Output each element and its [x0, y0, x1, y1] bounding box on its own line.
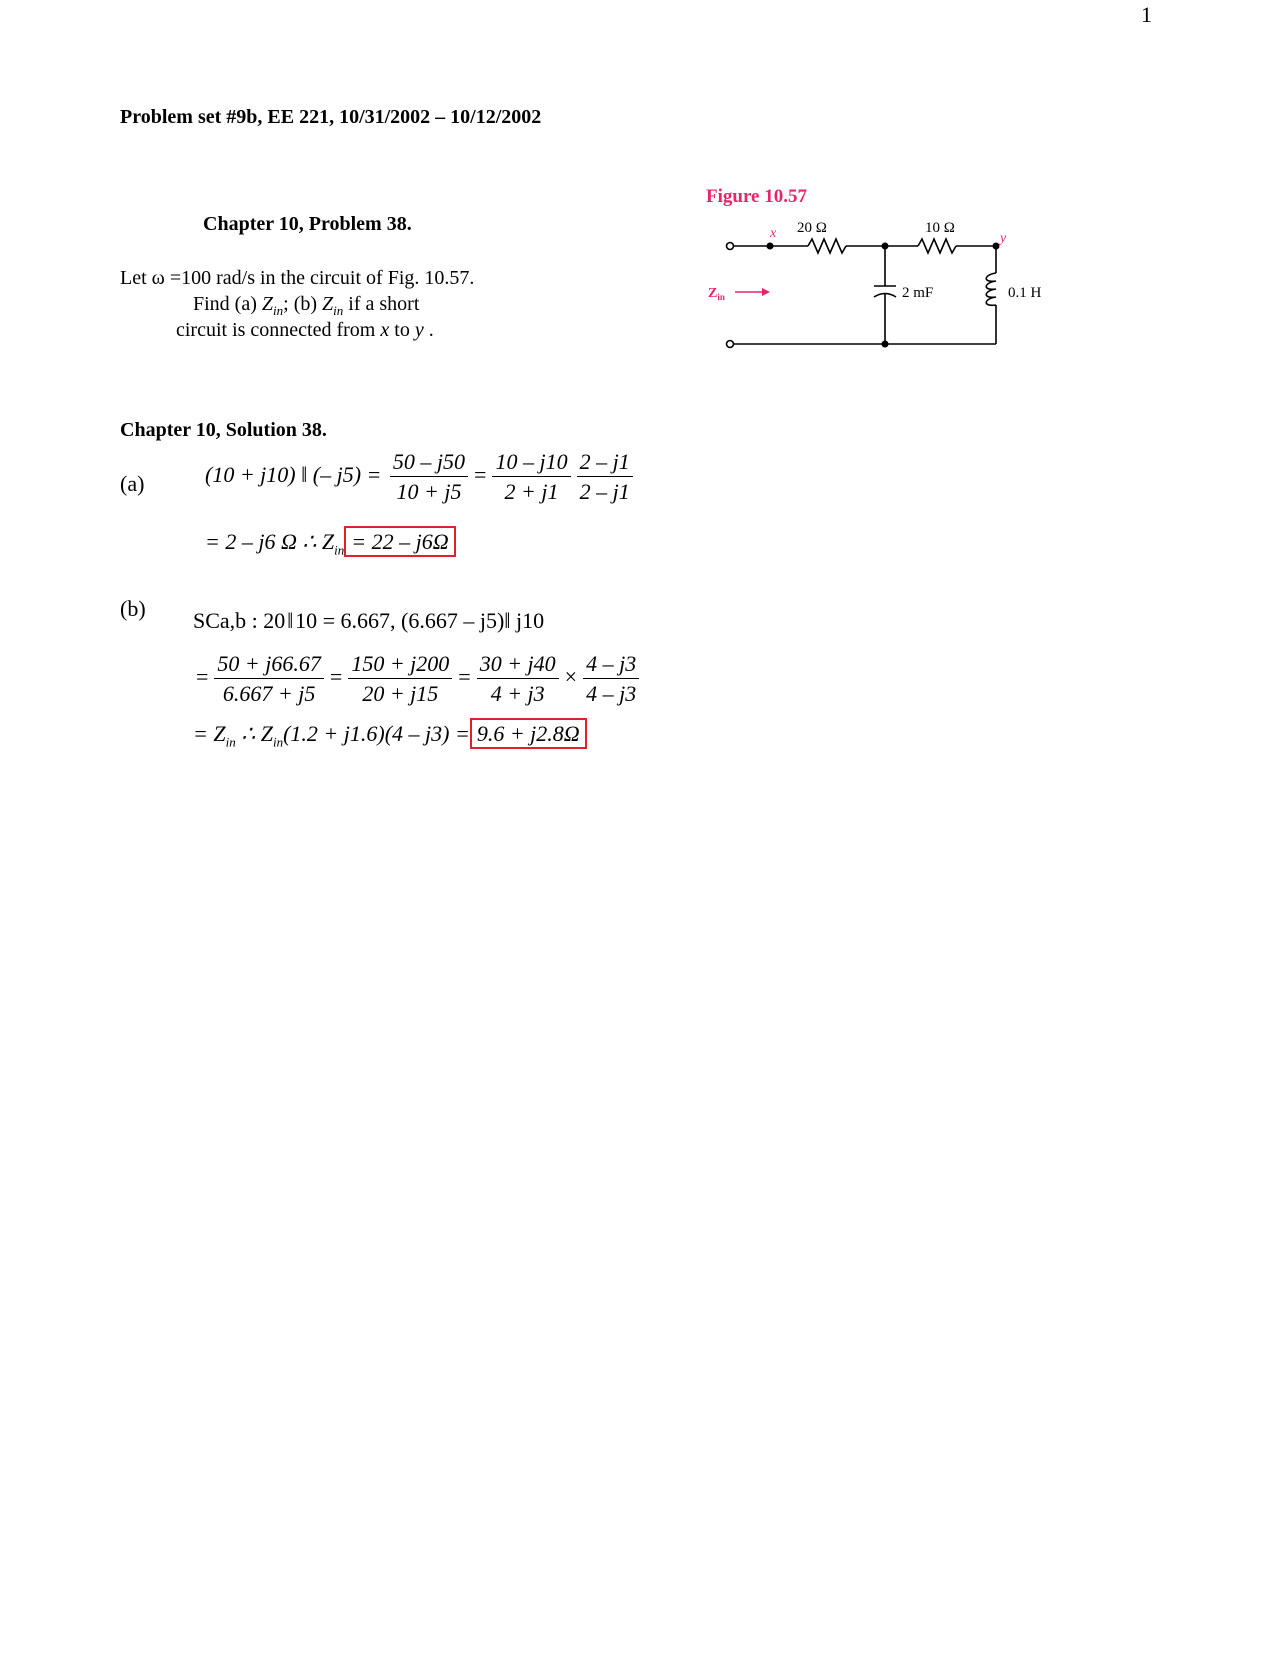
- node-x: [767, 243, 774, 250]
- part-b-equation-3: = $Z_{in}$ ∴ $Z_{in}(1.2 + j1.6)(4 - j3) = 9.6 + j2.8\Omega$: [193, 721, 587, 750]
- fraction: $\frac{30 + j40}{4 + j3}$: [477, 651, 559, 707]
- fraction: $\frac{2 - j1}{2 - j1}$: [577, 449, 633, 505]
- node-bottom-junction: [882, 341, 889, 348]
- inductor-label: 0.1 H: [1008, 285, 1042, 301]
- problem-line-2: Find (a) $Z_{in}$; (b) $Z_{in}$ if a short: [193, 293, 420, 318]
- resistor-10-symbol: [918, 239, 956, 253]
- answer-b-box: 9.6 + j2.8Ω: [470, 718, 587, 749]
- resistor-20-label: 20 Ω: [797, 220, 827, 236]
- fraction: $\frac{10 - j10}{2 + j1}$: [492, 449, 570, 505]
- node-y: [993, 243, 1000, 250]
- problem-line-1: Let ω =100 rad/s in the circuit of Fig. 10.57.: [120, 267, 475, 289]
- page-header: Problem set #9b, EE 221, 10/31/2002 – 10/12/2002: [120, 106, 542, 128]
- fraction: $\frac{50 - j50}{10 + j5}$: [390, 449, 468, 505]
- part-b-equation-2: = $\frac{50 + j66.67}{6.667 + j5}$ = $\frac{150 + j200}{20 + j15}$ = $\frac{30 + j40}{4 + j3}$ × $\frac{4 - j3}{4 - j3}$: [193, 651, 642, 707]
- node-top-junction: [882, 243, 889, 250]
- fraction: $\frac{50 + j66.67}{6.667 + j5}$: [214, 651, 323, 707]
- circuit-figure: [690, 175, 1090, 375]
- figure-title: Figure 10.57: [706, 186, 807, 207]
- resistor-10-label: 10 Ω: [925, 220, 955, 236]
- part-a-label: (a): [120, 471, 145, 496]
- fraction: $\frac{4 - j3}{4 - j3}$: [583, 651, 639, 707]
- part-b-label: (b): [120, 596, 146, 621]
- part-b-equation-1: SCa,b : 20 ‖ 10 = 6.667, (6.667 – j5)‖ j10: [193, 608, 545, 633]
- terminal-open-bottom: [727, 341, 734, 348]
- answer-a-box: = 22 – j6Ω: [344, 526, 455, 557]
- inductor-symbol: [986, 273, 996, 305]
- part-a-equation-2: = 2 – j6 Ω ∴ $Z_{in} = 22 - j6\Omega$: [205, 529, 456, 558]
- page-number: 1: [1141, 2, 1152, 27]
- terminal-open-top: [727, 243, 734, 250]
- zin-label: $Z_{in}$: [708, 286, 725, 302]
- problem-title: Chapter 10, Problem 38.: [203, 213, 412, 235]
- fraction: $\frac{150 + j200}{20 + j15}$: [348, 651, 452, 707]
- terminal-y-label: y: [1000, 231, 1007, 246]
- problem-line-3: circuit is connected from x to y .: [176, 319, 434, 341]
- part-a-equation-1: (10 + j10) ‖ (– j5) = $\frac{50 - j50}{10 + j5}$ = $\frac{10 - j10}{2 + j1}$ $\frac{2 - j1}{2 - j1}$: [205, 449, 636, 505]
- terminal-x-label: x: [770, 226, 777, 241]
- resistor-20-symbol: [808, 239, 846, 253]
- solution-title: Chapter 10, Solution 38.: [120, 419, 327, 441]
- capacitor-label: 2 mF: [902, 285, 934, 301]
- zin-arrowhead: [762, 288, 770, 296]
